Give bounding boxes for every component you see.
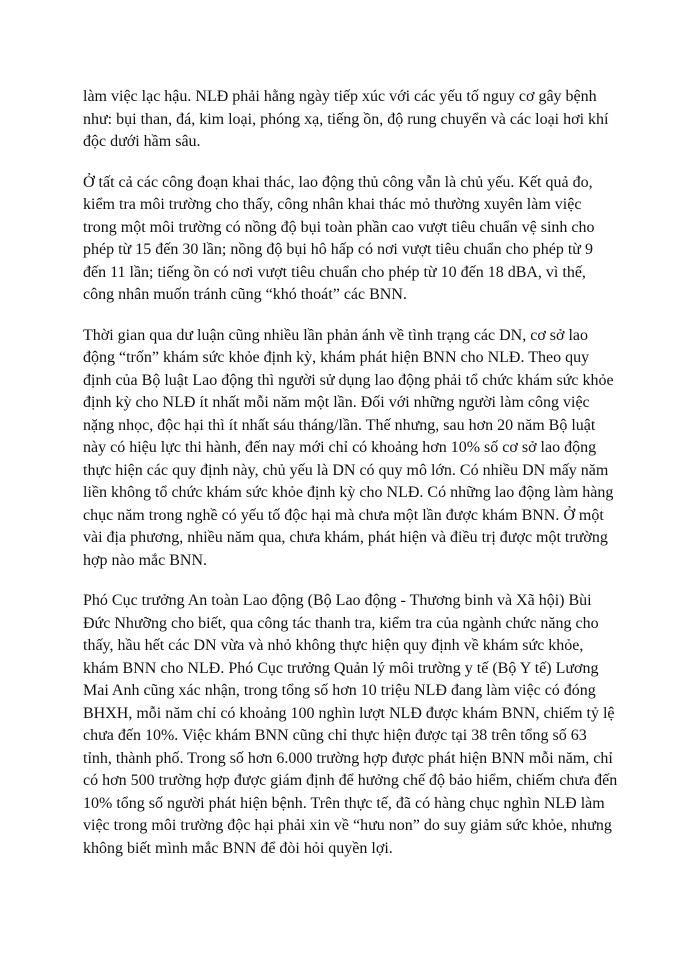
text-line: không biết mình mắc BNN để đòi hỏi quyền lợi.: [83, 839, 393, 857]
text-line: hợp nào mắc BNN.: [83, 551, 207, 569]
text-line: thấy, hầu hết các DN vừa và nhỏ không thực hiện quy định về khám sức khỏe,: [83, 637, 584, 654]
text-line: động “trốn” khám sức khỏe định kỳ, khám phát hiện BNN cho NLĐ. Theo quy: [83, 349, 590, 366]
text-line: việc trong môi trường độc hại phải xin về “hưu non” do suy giảm sức khỏe, nhưng: [83, 817, 612, 834]
text-line: công nhân muốn tránh cũng “khó thoát” các BNN.: [83, 286, 407, 303]
text-line: 10% tổng số người phát hiện bệnh. Trên thực tế, đã có hàng chục nghìn NLĐ làm: [83, 794, 605, 812]
text-line: chục năm trong nghề có yếu tố độc hại mà chưa một lần được khám BNN. Ở một: [83, 506, 604, 524]
text-line: Mai Anh cũng xác nhận, trong tổng số hơn 10 triệu NLĐ đang làm việc có đóng: [83, 682, 596, 699]
text-line: vài địa phương, nhiều năm qua, chưa khám, phát hiện và điều trị được một trường: [83, 529, 608, 546]
text-line: Đức Nhưỡng cho biết, qua công tác thanh tra, kiểm tra của ngành chức năng cho: [83, 614, 599, 632]
text-line: định kỳ cho NLĐ ít nhất mỗi năm một lần. Đối với những người làm công việc: [83, 394, 590, 411]
text-line: đến 11 lần; tiếng ồn có nơi vượt tiêu chuẩn cho phép từ 10 đến 18 dBA, vì thế,: [83, 263, 586, 281]
text-line: như: bụi than, đá, kim loại, phóng xạ, tiếng ồn, độ rung chuyển và các loại hơi khí: [83, 110, 609, 128]
text-line: làm việc lạc hậu. NLĐ phải hằng ngày tiếp xúc với các yếu tố nguy cơ gây bệnh: [83, 88, 597, 105]
text-line: trong một môi trường có nồng độ bụi toàn phần cao vượt tiêu chuẩn vệ sinh cho: [83, 218, 595, 236]
paragraph-official-statements: [83, 590, 628, 860]
text-line: chưa đến 10%. Việc khám BNN cũng chỉ thực hiện được tại 38 trên tổng số 63: [83, 727, 587, 744]
text-line: có hơn 500 trường hợp được giám định để hưởng chế độ bảo hiểm, chiếm chưa đến: [83, 772, 618, 789]
text-line: liền không tổ chức khám sức khỏe định kỳ cho NLĐ. Có những lao động làm hàng: [83, 484, 614, 501]
text-line: này có hiệu lực thi hành, đến nay mới chỉ có khoảng hơn 10% số cơ sở lao động: [83, 439, 597, 456]
document-page: [83, 86, 628, 878]
text-line: phép từ 15 đến 30 lần; nồng độ bụi hô hấp có nơi vượt tiêu chuẩn cho phép từ 9: [83, 241, 593, 258]
text-line: tỉnh, thành phố. Trong số hơn 6.000 trường hợp được phát hiện BNN mỗi năm, chỉ: [83, 749, 613, 767]
text-line: khám BNN cho NLĐ. Phó Cục trưởng Quản lý môi trường y tế (Bộ Y tế) Lương: [83, 659, 599, 677]
paragraph-mining-environment: [83, 172, 628, 307]
text-line: định của Bộ luật Lao động thì người sử dụng lao động phải tổ chức khám sức khỏe: [83, 371, 614, 389]
paragraph-occupational-hazards: [83, 86, 628, 154]
text-line: Thời gian qua dư luận cũng nhiều lần phản ánh về tình trạng các DN, cơ sở lao: [83, 326, 589, 344]
paragraph-health-checkups: [83, 325, 628, 573]
text-line: thực hiện các quy định này, chủ yếu là DN có quy mô lớn. Có nhiều DN mấy năm: [83, 461, 609, 479]
text-line: kiểm tra môi trường cho thấy, công nhân khai thác mỏ thường xuyên làm việc: [83, 196, 582, 213]
text-line: nặng nhọc, độc hại thì ít nhất sáu tháng/lần. Thế nhưng, sau hơn 20 năm Bộ luật: [83, 416, 596, 434]
text-line: Ở tất cả các công đoạn khai thác, lao động thủ công vẫn là chủ yếu. Kết quả đo,: [83, 173, 593, 191]
text-line: BHXH, mỗi năm chỉ có khoảng 100 nghìn lượt NLĐ được khám BNN, chiếm tỷ lệ: [83, 704, 615, 722]
text-line: độc dưới hầm sâu.: [83, 133, 201, 150]
text-line: Phó Cục trưởng An toàn Lao động (Bộ Lao động - Thương binh và Xã hội) Bùi: [83, 592, 592, 609]
